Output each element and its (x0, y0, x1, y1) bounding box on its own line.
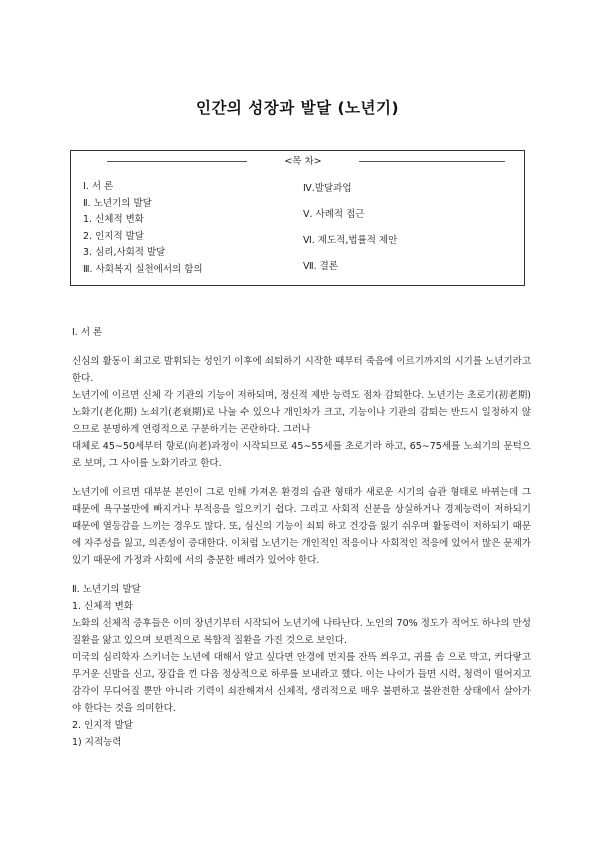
section-heading-development: Ⅱ. 노년기의 발달 (72, 584, 141, 595)
subsection-heading: 1) 지적능력 (72, 737, 122, 748)
paragraph: 신심의 활동이 최고로 발휘되는 성인기 이후에 쇠퇴하기 시작한 때부터 죽음에 이르기까지의 시기를 노년기라고 한다. (72, 356, 531, 384)
paragraph: 미국의 심리학자 스키너는 노년에 대해서 알고 싶다면 안경에 먼지를 잔뜩 씌우고, 귀를 솜 으로 막고, 커다랗고 무거운 신발을 신고, 장갑을 낀 다음 정상적으로 하루를 보내라고 했다. 이는 나이가 들면 시력, 청력이 떨어지고 감각이 무디어질 뿐만 아니라 기력이 쇠잔해져서 신체적, 생리적으로 매우 불편하고 불완전한 상태에서 살아가야 한다는 것을 의미한다. (72, 652, 531, 714)
section-heading-intro: Ⅰ. 서 론 (72, 327, 103, 338)
toc-item: Ⅱ. 노년기의 발달 (83, 197, 152, 209)
table-of-contents (70, 150, 525, 286)
subsection-heading: 2. 인지적 발달 (72, 720, 133, 731)
paragraph: 대체로 45∼50세부터 향로(向老)과정이 시작되므로 45∼55세를 초로기라 하고, 65∼75세를 노쇠기의 문턱으로 보며, 그 사이를 노화기라고 한다. (72, 441, 531, 469)
toc-item: 1. 신체적 변화 (83, 214, 144, 225)
paragraph: 노화의 신체적 증후들은 이미 장년기부터 시작되어 노년기에 나타난다. 노인의 70% 정도가 적어도 하나의 만성질환을 앓고 있으며 보편적으로 복합적 질환을 가진 것으로 보인다. (72, 618, 531, 646)
toc-item: Ⅳ.발달과업 (303, 183, 352, 194)
toc-left-column (83, 179, 203, 278)
paragraph: 노년기에 이르면 대부분 본인이 그로 인해 가져온 환경의 습관 형태가 새로운 시기의 습관 형태로 바뀌는데 그 때문에 욕구불만에 빠지거나 부적응을 일으키기 쉽다. 그리고 사회적 신분을 상실하거나 경제능력이 저하되기 때문에 열등감을 느끼는 경우도 많다. 또, 심신의 기능이 쇠퇴 하고 건강을 잃기 쉬우며 활동력이 저하되기 때문에 자주성을 잃고, 의존성이 증대한다. 이처럼 노년기는 개인적인 적응이나 사회적인 적응에 있어서 많은 문제가 있기 때문에 가정과 사회에 서의 충분한 배려가 있어야 한다. (72, 487, 531, 566)
toc-item: Ⅴ. 사례적 접근 (303, 209, 365, 220)
toc-rule-right (359, 161, 505, 162)
document-body (72, 324, 531, 751)
toc-item: Ⅲ. 사회복지 실천에서의 함의 (83, 263, 203, 275)
toc-item: 2. 인지적 발달 (83, 230, 144, 242)
toc-rule-left (107, 161, 247, 162)
document-title: 인간의 성장과 발달 (노년기) (195, 99, 400, 117)
toc-right-column (303, 181, 397, 285)
toc-item: 3. 심리,사회적 발달 (83, 247, 166, 258)
subsection-heading: 1. 신체적 변화 (72, 601, 133, 612)
toc-item: Ⅶ. 결론 (303, 261, 339, 272)
toc-item: Ⅰ. 서 론 (83, 181, 114, 192)
toc-item: Ⅵ. 제도적,법률적 제안 (303, 235, 398, 246)
paragraph: 노년기에 이르면 신체 각 기관의 기능이 저하되며, 정신적 제반 능력도 점차 감퇴한다. 노년기는 초로기(初老期) 노화기(老化期) 노쇠기(老衰期)로 나눌 수 있으나 개인차가 크고, 기능이나 기관의 감퇴는 반드시 일정하지 않으므로 분명하게 연령적으로 구분하기는 곤란하다. 그러나 (72, 390, 531, 435)
toc-heading: <목 차> (284, 156, 322, 167)
